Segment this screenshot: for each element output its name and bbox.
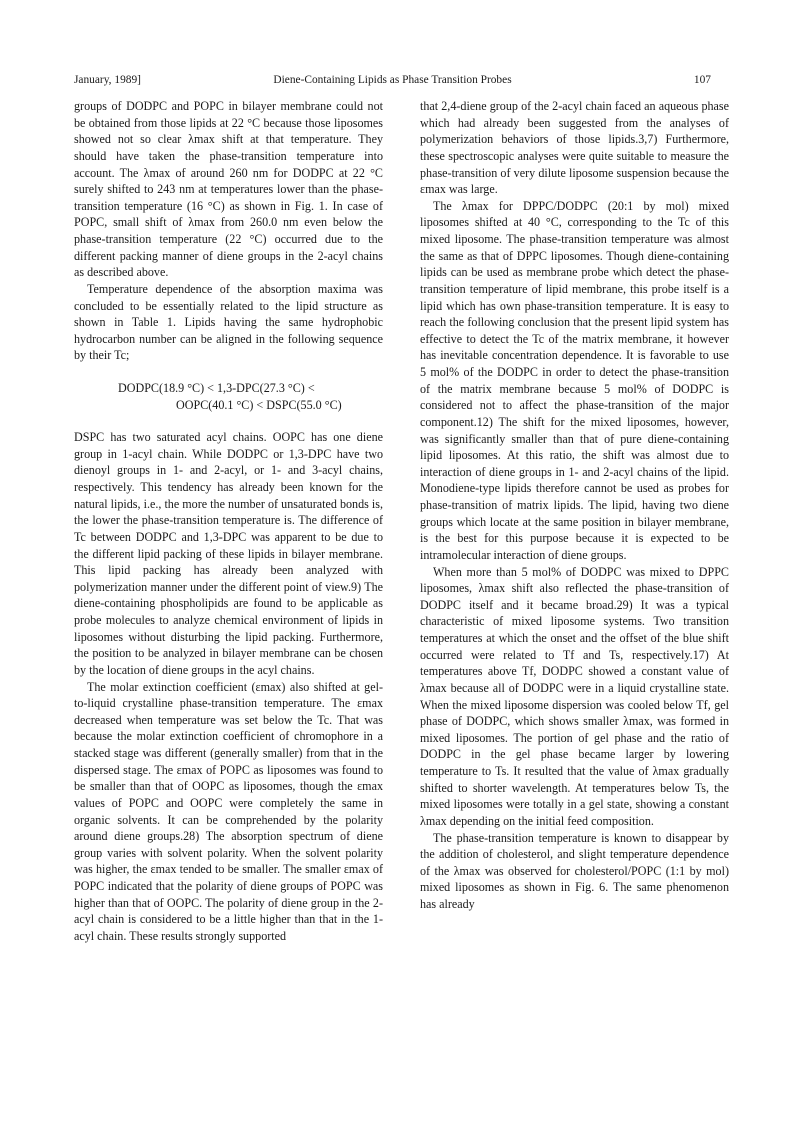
paragraph: The phase-transition temperature is known to disappear by the addition of cholesterol, and slight temperature dependence of the λmax was observed for cholesterol/POPC (1:1 by mol) mixed liposomes as shown in Fig. 6. The same phenomenon has already: [420, 830, 729, 911]
right-column: [420, 98, 729, 913]
paragraph: The λmax for DPPC/DODPC (20:1 by mol) mixed liposomes shifted at 40 °C, corresponding to the Tc of this mixed liposome. The phase-transition temperature was almost the same as that of DPPC liposomes. Though diene-containing lipids can be used as membrane probe which detect the phase-transition temperature of lipid membrane, this probe itself is a lipid which has own phase-transition temperature. It is easy to reach the following conclusion that the present lipid system has effective to detect the Tc of the matrix membrane, it however has inevitable concentration dependence. It is favorable to use 5 mol% of the DODPC in order to detect the phase-transition of the matrix membrane because 5 mol% of DODPC is considered not to affect the phase-transition of the major component.12) The shift for the mixed liposomes, however, was significantly smaller than that of pure diene-containing lipid liposomes. At this ratio, the shift was almost due to interaction of diene groups in 1- and 2-acyl chains of the lipid. Monodiene-type lipids therefore cannot be used as probes for phase-transition of matrix lipids. The lipid, having two diene groups which locate at the same position in bilayer membrane, is the best for this purpose because it is expected to be intramolecular interaction of diene groups.: [420, 198, 729, 562]
paragraph: that 2,4-diene group of the 2-acyl chain faced an aqueous phase which had already been suggested from the analyses of polymerization behaviors of those lipids.3,7) Furthermore, these spectroscopic analyses were quite suitable to measure the phase-transition of very dilute liposome suspension because the εmax was large.: [420, 99, 729, 197]
left-column: [74, 98, 383, 945]
paragraph: The molar extinction coefficient (εmax) also shifted at gel-to-liquid crystalline phase-transition temperature. The εmax decreased when temperature was set below the Tc. That was because the molar extinction coefficient of chromophore in a stacked stage was different (generally smaller) from that in the dispersed stage. The εmax of POPC as liposomes was found to be smaller than that of OOPC as liposomes, though the εmax values of POPC and OOPC were completely the same in organic solvents. It can be comprehended by the polarity around diene groups.28) The absorption spectrum of diene group varies with solvent polarity. When the solvent polarity was higher, the εmax tended to be smaller. The smaller εmax of POPC indicated that the polarity of diene groups of POPC was higher than that of OOPC. The polarity of diene group in the 2-acyl chain is considered to be a little higher than that in the 1-acyl chain. These results strongly supported: [74, 679, 383, 943]
issue-date: January, 1989]: [74, 74, 141, 86]
paragraph: When more than 5 mol% of DODPC was mixed to DPPC liposomes, λmax shift also reflected the phase-transition of DODPC itself and it became broad.29) It was a typical characteristic of mixed liposome systems. Two transition temperatures at which the onset and the offset of the blue shift occurred were related to Tf and Ts, respectively.17) At temperatures above Tf, DODPC showed a constant value of λmax because all of DODPC were in a liquid crystalline state. When the mixed liposome dispersion was cooled below Tf, gel phase of DODPC, which shows smaller λmax, was formed in mixed liposomes. The portion of gel phase and the ratio of DODPC in the gel phase became larger by lowering temperature to Ts. It resulted that the value of λmax gradually shifted to shorter wavelength. At temperatures below Ts, the mixed liposomes were totally in a gel state, showing a constant λmax depending on the initial feed composition.: [420, 564, 729, 828]
sequence-line: DODPC(18.9 °C) < 1,3-DPC(27.3 °C) <: [118, 381, 315, 395]
paragraph: groups of DODPC and POPC in bilayer membrane could not be obtained from those lipids at 22 °C because those liposomes showed not so clear λmax shift at that temperature. They should have taken the phase-transition temperature into account. The λmax of around 260 nm for DODPC at 22 °C surely shifted to 243 nm at temperatures lower than the phase-transition temperature (16 °C) as shown in Fig. 1. In case of POPC, small shift of λmax from 260.0 nm even below the phase-transition temperature (22 °C) occurred due to the different packing manner of diene groups in the 2-acyl chains as described above.: [74, 99, 383, 280]
tc-sequence: [74, 380, 383, 413]
running-title: Diene-Containing Lipids as Phase Transition Probes: [273, 74, 512, 86]
running-header: [74, 72, 711, 88]
paragraph: Temperature dependence of the absorption maxima was concluded to be essentially related to the lipid structure as shown in Table 1. Lipids having the same hydrophobic hydrocarbon number can be aligned in the following sequence by their Tc;: [74, 281, 383, 363]
page-number: 107: [693, 74, 711, 86]
paragraph: DSPC has two saturated acyl chains. OOPC has one diene group in 1-acyl chain. While DODPC or 1,3-DPC have two dienoyl groups in 1- and 2-acyl, or 1- and 3-acyl chains, respectively. This tendency has already been known for the natural lipids, i.e., the more the number of unsaturated bonds is, the lower the phase-transition temperature is. The difference of Tc between DODPC and 1,3-DPC was apparent to be due to the different lipid packing of these lipids in bilayer membrane. This lipid packing has already been analyzed with polymerization manner under the different point of view.9) The diene-containing phospholipids are found to be applicable as probe molecules to analyze chemical environment of lipids in liposomes without disturbing the lipid packing. Furthermore, the position to be analyzed in bilayer membrane can be chosen by the location of diene groups in the acyl chains.: [74, 430, 383, 677]
sequence-line: OOPC(40.1 °C) < DSPC(55.0 °C): [176, 397, 342, 412]
